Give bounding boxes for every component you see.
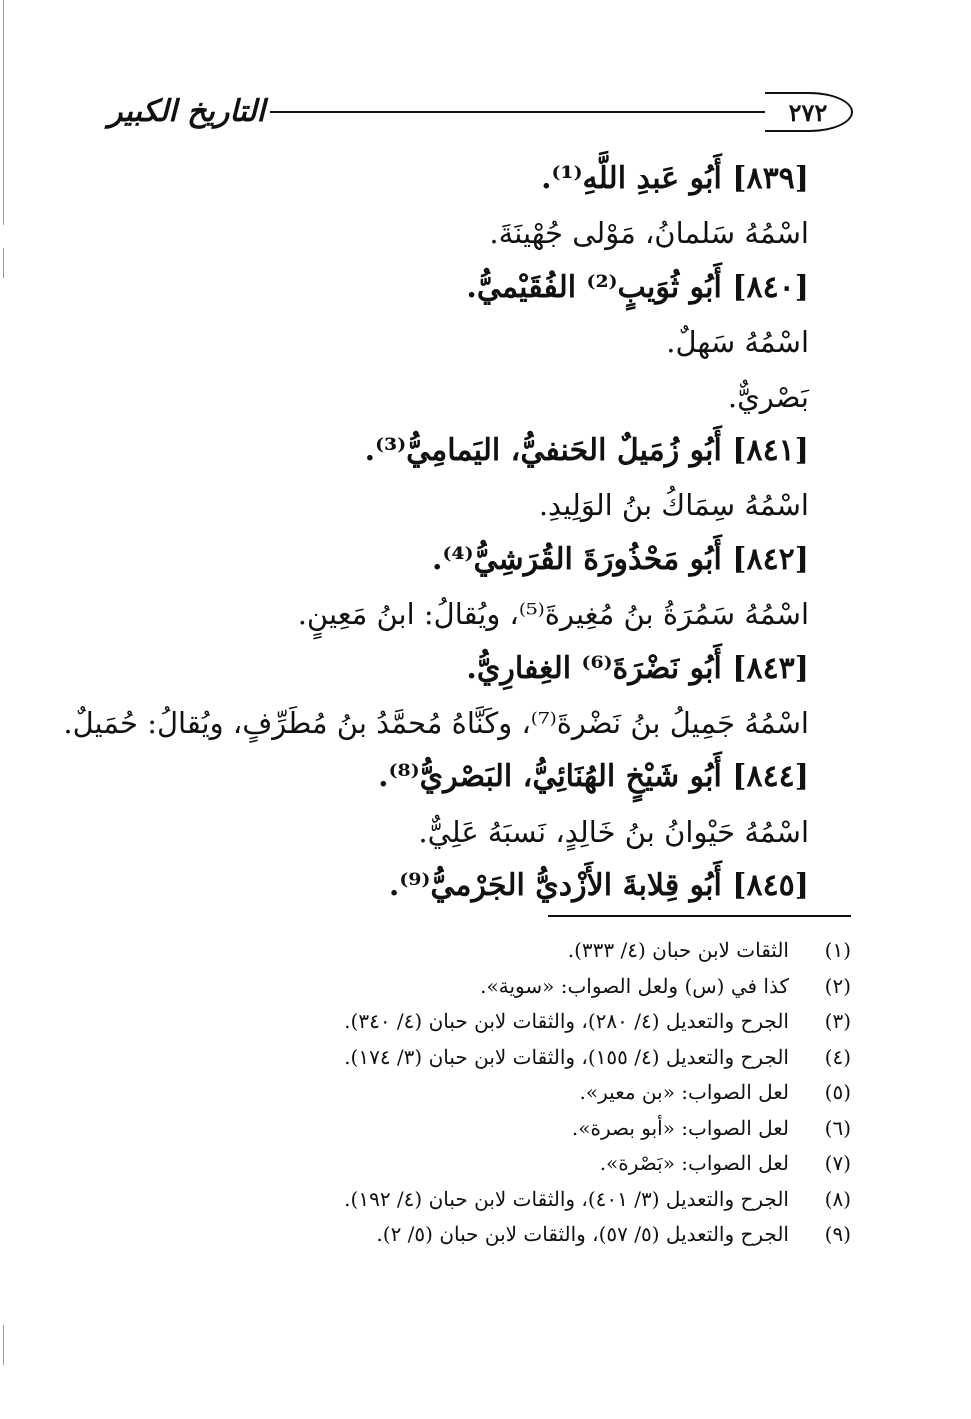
footnote-number: (٤) — [824, 1044, 851, 1069]
footnote-number: (٣) — [824, 1009, 851, 1033]
entry-heading-841: [٨٤١] أَبُو زُمَيلٌ الحَنفيُّ، اليَمامِيُّ⁽³⁾. — [364, 432, 809, 468]
entry-detail-840: اسْمُهُ سَهلٌ. — [666, 325, 809, 360]
entry-detail-843: اسْمُهُ جَمِيلُ بنُ نَضْرةَ⁽⁷⁾، وكَنَّاهُ مُحمَّدُ بنُ مُطَرِّفٍ، ويُقالُ: حُمَيلٌ. — [63, 705, 809, 740]
footnote-text: لعل الصواب: «أبو بصرة». — [571, 1115, 789, 1140]
footnotes — [251, 933, 851, 1253]
footnote-number: (٢) — [824, 973, 851, 998]
entry-heading-843: [٨٤٣] أَبُو نَضْرَةَ⁽⁶⁾ الغِفارِيُّ. — [466, 650, 809, 686]
entry-detail-840-origin: بَصْريٌّ. — [727, 379, 809, 414]
entry-heading-840: [٨٤٠] أَبُو ثُوَيبٍ⁽²⁾ الفُقَيْميُّ. — [466, 269, 809, 305]
footnote-number: (٥) — [824, 1080, 851, 1104]
footnote-number: (٧) — [824, 1151, 851, 1175]
header-rule — [270, 111, 765, 113]
entry-detail-844: اسْمُهُ حَيْوانُ بنُ خَالِدٍ، نَسبَهُ عَلِيٌّ. — [418, 814, 809, 849]
page-header — [108, 92, 853, 136]
footnote-text: الجرح والتعديل (٥/ ٥٧)، والثقات لابن حبان (٥/ ٢). — [376, 1222, 789, 1246]
footnote-number: (٦) — [824, 1115, 851, 1140]
entry-heading-842: [٨٤٢] أَبُو مَحْذُورَةَ القُرَشِيُّ⁽⁴⁾. — [432, 541, 809, 577]
book-title: التاريخ الكبير — [108, 94, 266, 129]
page-number: ٢٧٢ — [765, 92, 853, 132]
footnote — [251, 1075, 851, 1111]
entry-heading-844: [٨٤٤] أَبُو شَيْخٍ الهُنَائِيُّ، البَصْريُّ⁽⁸⁾. — [378, 759, 809, 795]
footnote-separator — [548, 915, 851, 917]
footnote-text: الثقات لابن حبان (٤/ ٣٣٣). — [567, 938, 789, 962]
scan-margin-line-bottom — [3, 1325, 4, 1365]
footnote-text: الجرح والتعديل (٤/ ١٥٥)، والثقات لابن حبان (٣/ ١٧٤). — [344, 1044, 789, 1069]
footnote-text: كذا في (س) ولعل الصواب: «سوية». — [480, 973, 789, 998]
main-text — [63, 152, 809, 913]
footnote-number: (١) — [824, 938, 851, 962]
footnote — [251, 1182, 851, 1218]
entry-detail-842: اسْمُهُ سَمُرَةُ بنُ مُغِيرةَ⁽⁵⁾، ويُقالُ: ابنُ مَعِينٍ. — [297, 597, 809, 632]
footnote-number: (٩) — [824, 1222, 851, 1246]
footnote-text: الجرح والتعديل (٤/ ٢٨٠)، والثقات لابن حبان (٤/ ٣٤٠). — [344, 1009, 789, 1033]
entry-detail-839: اسْمُهُ سَلمانُ، مَوْلى جُهْينَةَ. — [489, 216, 809, 251]
footnote-text: لعل الصواب: «بَصْرة». — [599, 1151, 789, 1175]
footnote — [251, 1004, 851, 1040]
footnote-text: الجرح والتعديل (٣/ ٤٠١)، والثقات لابن حبان (٤/ ١٩٢). — [344, 1186, 789, 1211]
footnote — [251, 933, 851, 969]
footnote — [251, 1111, 851, 1147]
scan-margin-line-top — [3, 0, 4, 225]
footnote — [251, 969, 851, 1005]
footnote — [251, 1217, 851, 1253]
footnote — [251, 1040, 851, 1076]
footnote-text: لعل الصواب: «بن معير». — [579, 1080, 789, 1104]
footnote — [251, 1146, 851, 1182]
entry-heading-839: [٨٣٩] أَبُو عَبدِ اللَّهِ⁽¹⁾. — [541, 161, 809, 196]
footnote-number: (٨) — [824, 1186, 851, 1211]
scan-margin-line-middle — [3, 248, 4, 278]
entry-heading-845: [٨٤٥] أَبُو قِلابةَ الأَزْديُّ الجَرْميُّ⁽⁹⁾. — [388, 868, 809, 904]
entry-detail-841: اسْمُهُ سِمَاكُ بنُ الوَلِيدِ. — [538, 488, 809, 523]
